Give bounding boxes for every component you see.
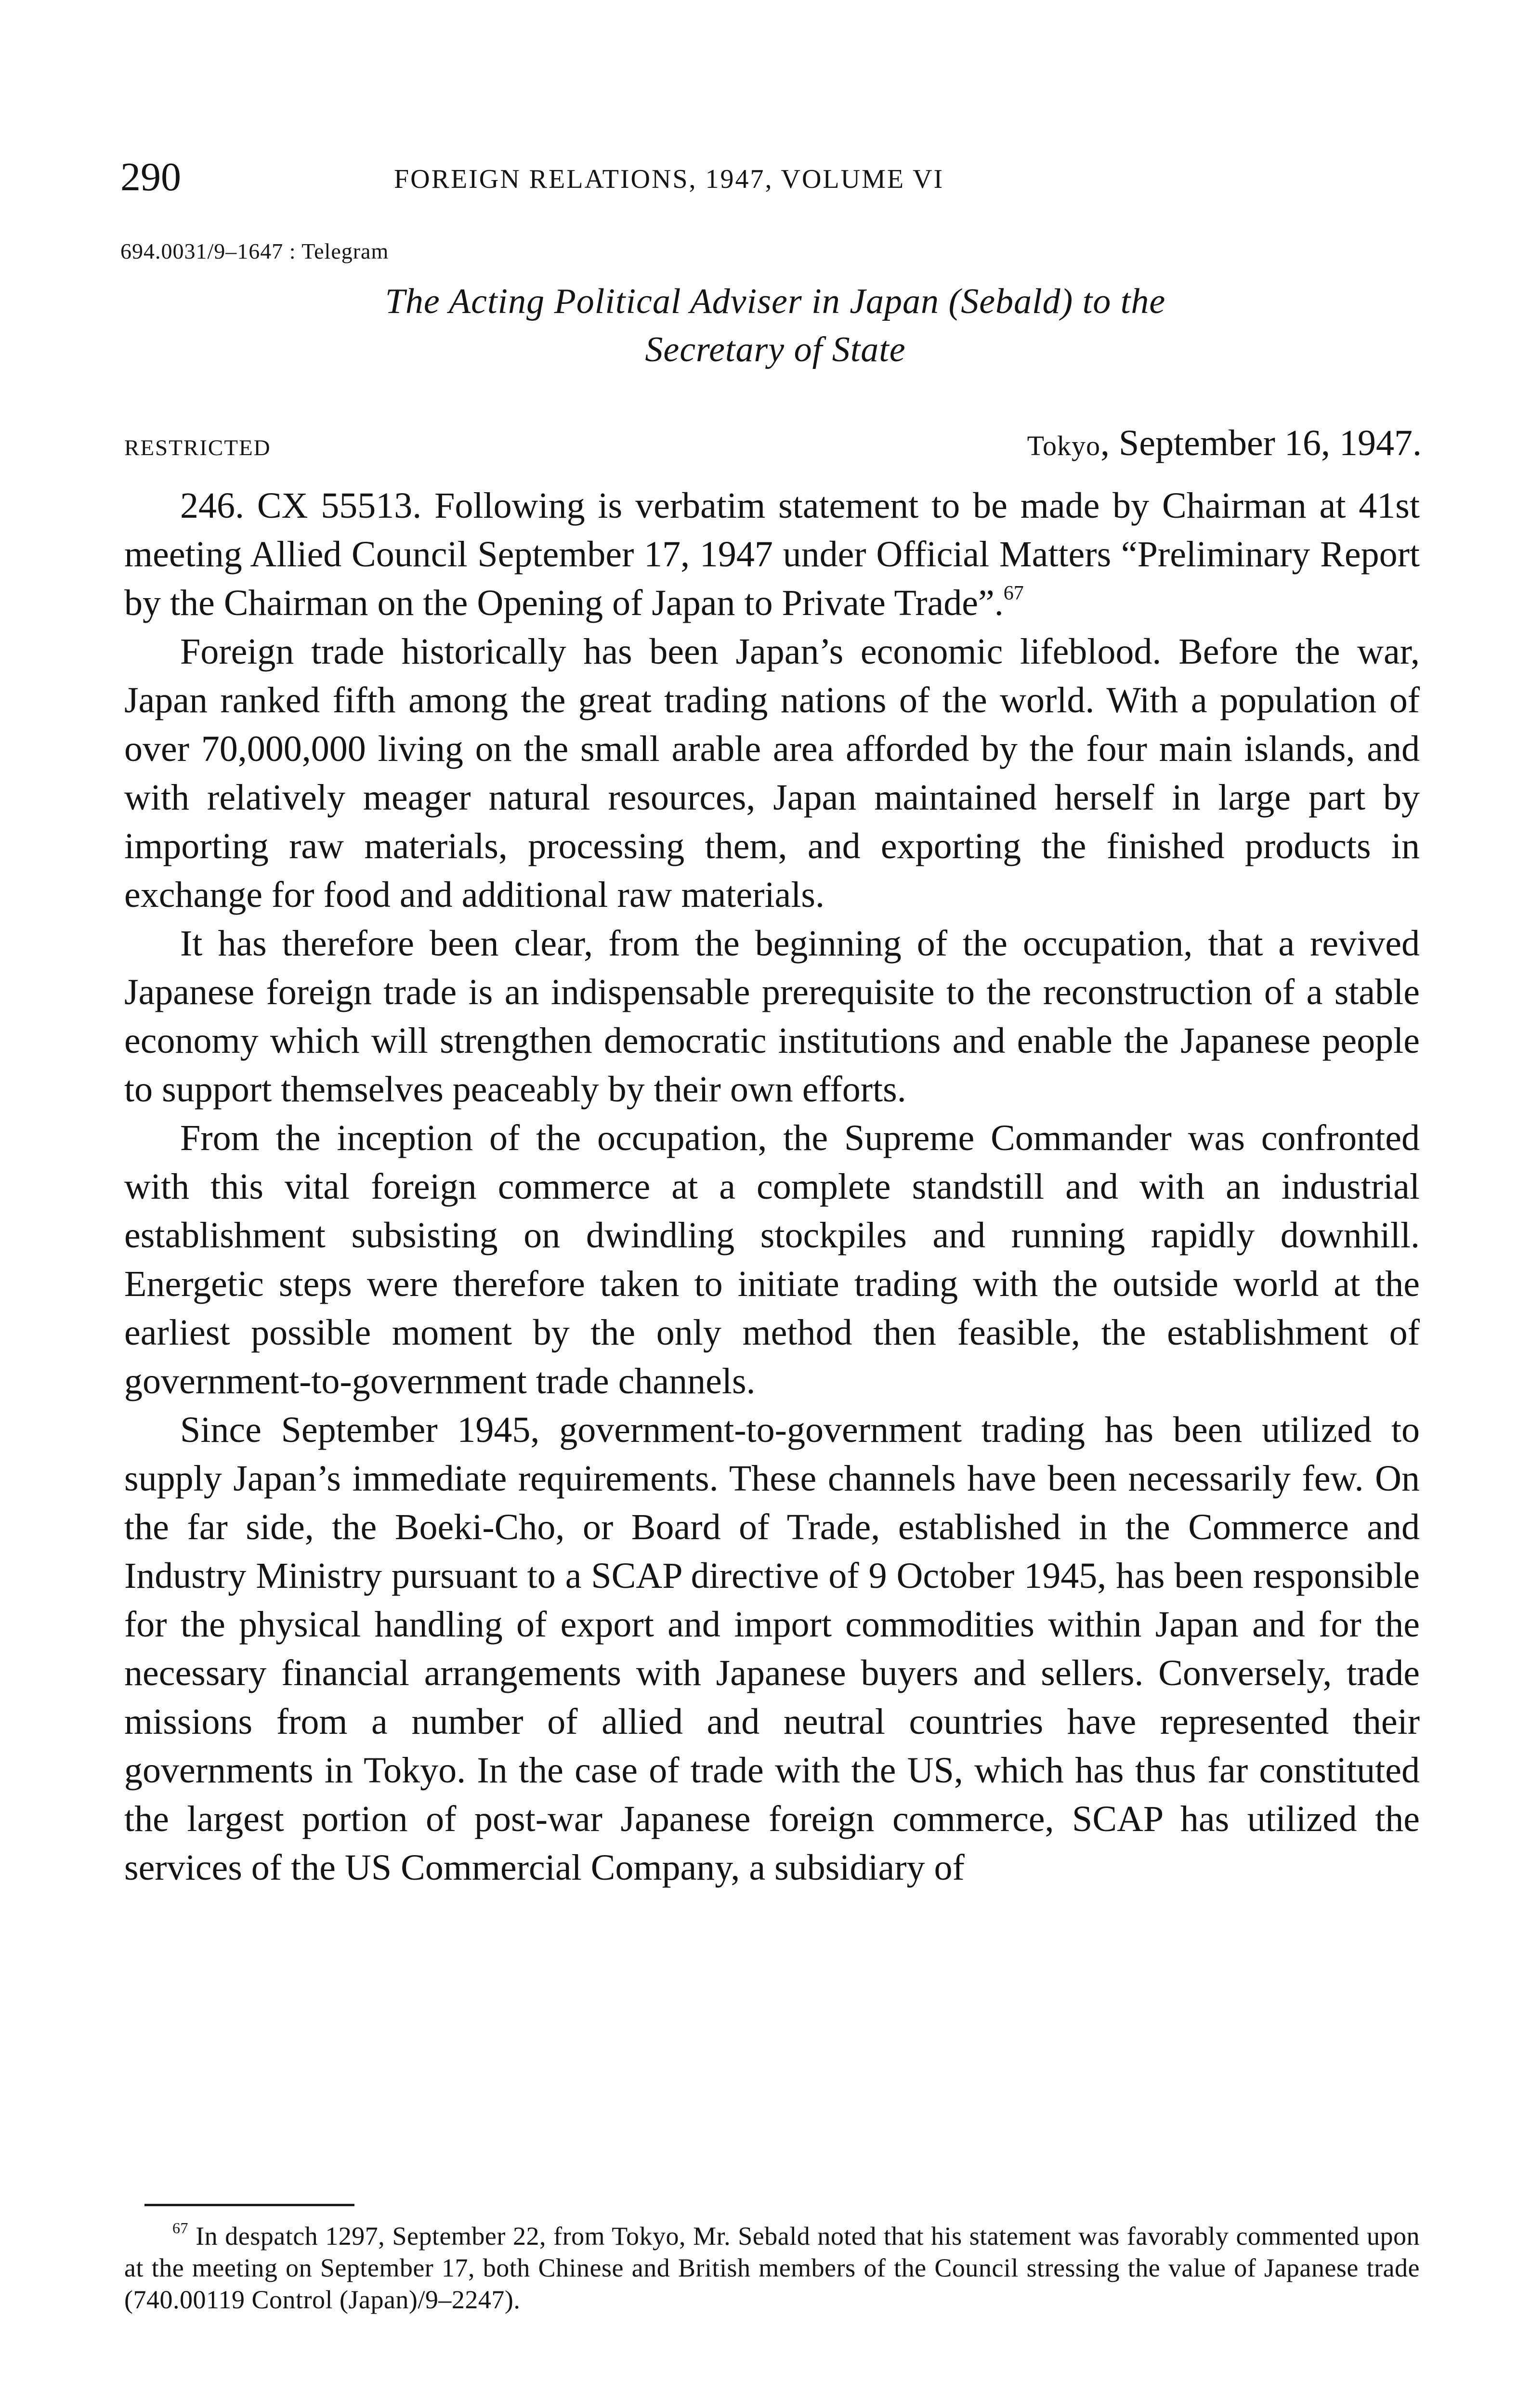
footnote-divider [144,2204,354,2206]
document-title-line-2: Secretary of State [645,330,906,369]
footnote-marker: 67 [172,2219,188,2237]
page-header [120,153,1421,206]
document-title [125,277,1426,374]
dateline-date: , September 16, 1947. [1100,423,1422,463]
paragraph-3: It has therefore been clear, from the beginning of the occupation, that a revived Japanese foreign trade is an indispensable prerequisite to the reconstruction of a stable economy which will strengthen democratic institutions and enable the Japanese people to support themselves peaceably by their own efforts. [124,923,1420,1110]
running-head: FOREIGN RELATIONS, 1947, VOLUME VI [394,164,944,194]
paragraph-4: From the inception of the occupation, the Supreme Commander was confronted with this vital foreign commerce at a complete standstill and with an industrial establishment subsisting on dwindling stockpiles and running rapidly downhill. Energetic steps were therefore taken to initiate trading with the outside world at the earliest possible moment by the only method then feasible, the establishment of government-to-government trade channels. [124,1118,1420,1401]
dateline [1027,419,1422,470]
paragraph-2: Foreign trade historically has been Japan’s economic lifeblood. Before the war, Japan ranked fifth among the great trading nations of the world. With a population of over 70,000,000 living on the small arable area afforded by the four main islands, and with relatively meager natural resources, Japan maintained herself in large part by importing raw materials, processing them, and exporting the finished products in exchange for food and additional raw materials. [124,631,1420,915]
footnote-text: In despatch 1297, September 22, from Tokyo, Mr. Sebald noted that his statement was favorably commented upon at the meeting on September 17, both Chinese and British members of the Council stressing the value of Japanese trade (740.00119 Control (Japan)/9–2247). [124,2222,1420,2314]
paragraph-1 [124,482,1420,628]
paragraph-5: Since September 1945, government-to-government trading has been utilized to supply Japan’s immediate requirements. These channels have been necessarily few. On the far side, the Boeki-Cho, or Board of Trade, established in the Commerce and Industry Ministry pursuant to a SCAP directive of 9 October 1945, has been responsible for the physical handling of export and import commodities within Japan and for the necessary financial arrangements with Japanese buyers and sellers. Conversely, trade missions from a number of allied and neutral countries have represented their governments in Tokyo. In the case of trade with the US, which has thus far constituted the largest portion of post-war Japanese foreign commerce, SCAP has utilized the services of the US Commercial Company, a subsidiary of [124,1410,1420,1888]
dateline-place: Tokyo [1027,430,1100,461]
page-number: 290 [120,155,181,199]
document-title-line-1: The Acting Political Adviser in Japan (Sebald) to the [385,282,1166,321]
footnote-ref-67: 67 [1003,582,1024,604]
footnotes [124,2220,1420,2316]
paragraph-1-text: 246. CX 55513. Following is verbatim statement to be made by Chairman at 41st meeting Allied Council September 17, 1947 under Official Matters “Preliminary Report by the Chairman on the Opening of Japan to Private Trade”. [124,485,1420,623]
classification-marking: RESTRICTED [124,435,271,460]
document-id: 694.0031/9–1647 : Telegram [120,239,389,263]
telegram-body [124,482,1420,1892]
footnote-67 [124,2220,1420,2316]
